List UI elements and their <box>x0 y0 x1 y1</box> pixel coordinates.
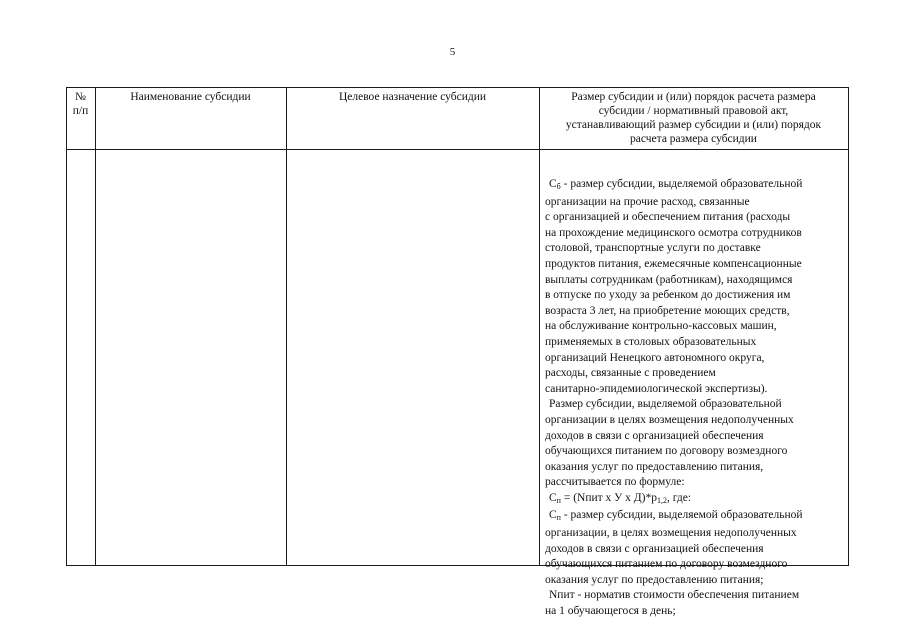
text-run: - размер субсидии, выделяемой образовательной <box>560 178 803 190</box>
text-line <box>545 273 845 289</box>
subsidy-table <box>66 87 849 618</box>
text-run: на 1 обучающегося в день; <box>545 605 676 618</box>
text-run: - размер субсидии, выделяемой образовательной <box>560 509 803 522</box>
text-run: организаций Ненецкого автономного округа, <box>545 351 765 364</box>
text-run: обучающихся питанием по договору возмездного <box>545 558 788 571</box>
text-run: С <box>549 509 557 522</box>
text-run: оказания услуг по предоставлению питания; <box>545 573 764 586</box>
text-run: организации на прочие расход, связанные <box>545 195 750 208</box>
text-run: продуктов питания, ежемесячные компенсационные <box>545 257 802 270</box>
text-run: Размер субсидии, выделяемой образовательной <box>549 398 782 411</box>
text-run: организации, в целях возмещения недополученных <box>545 527 797 540</box>
text-line <box>545 288 845 304</box>
text-line <box>545 491 845 509</box>
text-run: применяемых в столовых образовательных <box>545 335 757 348</box>
text-line <box>545 526 845 542</box>
subscript: 1,2 <box>656 495 667 505</box>
text-line <box>545 226 845 242</box>
text-run: на прохождение медицинского осмотра сотрудников <box>545 226 802 239</box>
header-purpose: Целевое назначение субсидии <box>338 91 487 103</box>
header-num <box>66 90 95 118</box>
text-line <box>545 241 845 257</box>
text-line <box>545 475 845 491</box>
header-size-line: устанавливающий размер субсидии и (или) порядок <box>565 119 822 131</box>
text-run: выплаты сотрудникам (работникам), находящимся <box>545 273 793 286</box>
text-run: обучающихся питанием по договору возмездного <box>545 445 788 458</box>
text-run: С <box>549 178 557 190</box>
header-size-line: субсидии / нормативный правовой акт, <box>598 105 789 117</box>
text-line <box>545 397 845 413</box>
text-run: доходов в связи с организацией обеспечения <box>545 542 764 555</box>
subscript: п <box>556 495 561 505</box>
page-number: 5 <box>449 46 456 58</box>
text-line <box>545 304 845 320</box>
table-border-top <box>66 87 849 88</box>
text-run: с организацией и обеспечением питания (расходы <box>545 211 791 224</box>
header-num-line: № <box>75 91 86 103</box>
header-size-line: Размер субсидии и (или) порядок расчета размера <box>571 91 816 103</box>
header-num-line: п/п <box>72 105 89 117</box>
text-line <box>545 366 845 382</box>
size-cell-text <box>545 177 845 620</box>
text-run: рассчитывается по формуле: <box>545 476 685 489</box>
table-border-right <box>848 87 849 566</box>
text-line <box>545 413 845 429</box>
text-run: Nпит - норматив стоимости обеспечения питанием <box>549 589 800 602</box>
text-line <box>545 444 845 460</box>
subscript: п <box>556 513 561 523</box>
text-line <box>545 257 845 273</box>
text-run: доходов в связи с организацией обеспечения <box>545 429 764 442</box>
table-border-left <box>66 87 67 566</box>
text-line <box>545 542 845 558</box>
text-line <box>545 210 845 226</box>
text-run: расходы, связанные с проведением <box>545 367 716 380</box>
text-run: С <box>549 491 557 504</box>
text-run: возраста 3 лет, на приобретение моющих средств, <box>545 304 790 317</box>
text-line <box>545 195 845 211</box>
text-line <box>545 351 845 367</box>
text-line <box>545 573 845 589</box>
text-line <box>545 319 845 335</box>
text-line <box>545 382 845 398</box>
text-run: на обслуживание контрольно-кассовых машин, <box>545 320 777 333</box>
text-run: столовой, транспортные услуги по доставке <box>545 242 761 255</box>
header-size-line: расчета размера субсидии <box>630 133 757 145</box>
text-line <box>545 177 845 195</box>
text-line <box>545 588 845 604</box>
header-size <box>539 90 848 146</box>
column-divider <box>286 87 287 566</box>
text-run: оказания услуг по предоставлению питания, <box>545 460 764 473</box>
text-line <box>545 604 845 620</box>
text-run: организации в целях возмещения недополученных <box>545 413 794 426</box>
column-divider <box>539 87 540 566</box>
subscript: б <box>556 182 561 191</box>
column-divider <box>95 87 96 566</box>
text-run: = (Nпит х У х Д)*р <box>560 491 657 504</box>
header-name: Наименование субсидии <box>130 91 251 103</box>
text-run: , где: <box>666 491 692 504</box>
text-line <box>545 557 845 573</box>
header-divider <box>66 149 849 150</box>
text-run: в отпуске по уходу за ребенком до достижения им <box>545 289 791 302</box>
text-line <box>545 508 845 526</box>
text-line <box>545 335 845 351</box>
text-run: санитарно-эпидемиологической экспертизы). <box>545 382 768 395</box>
text-line <box>545 429 845 445</box>
text-line <box>545 460 845 476</box>
